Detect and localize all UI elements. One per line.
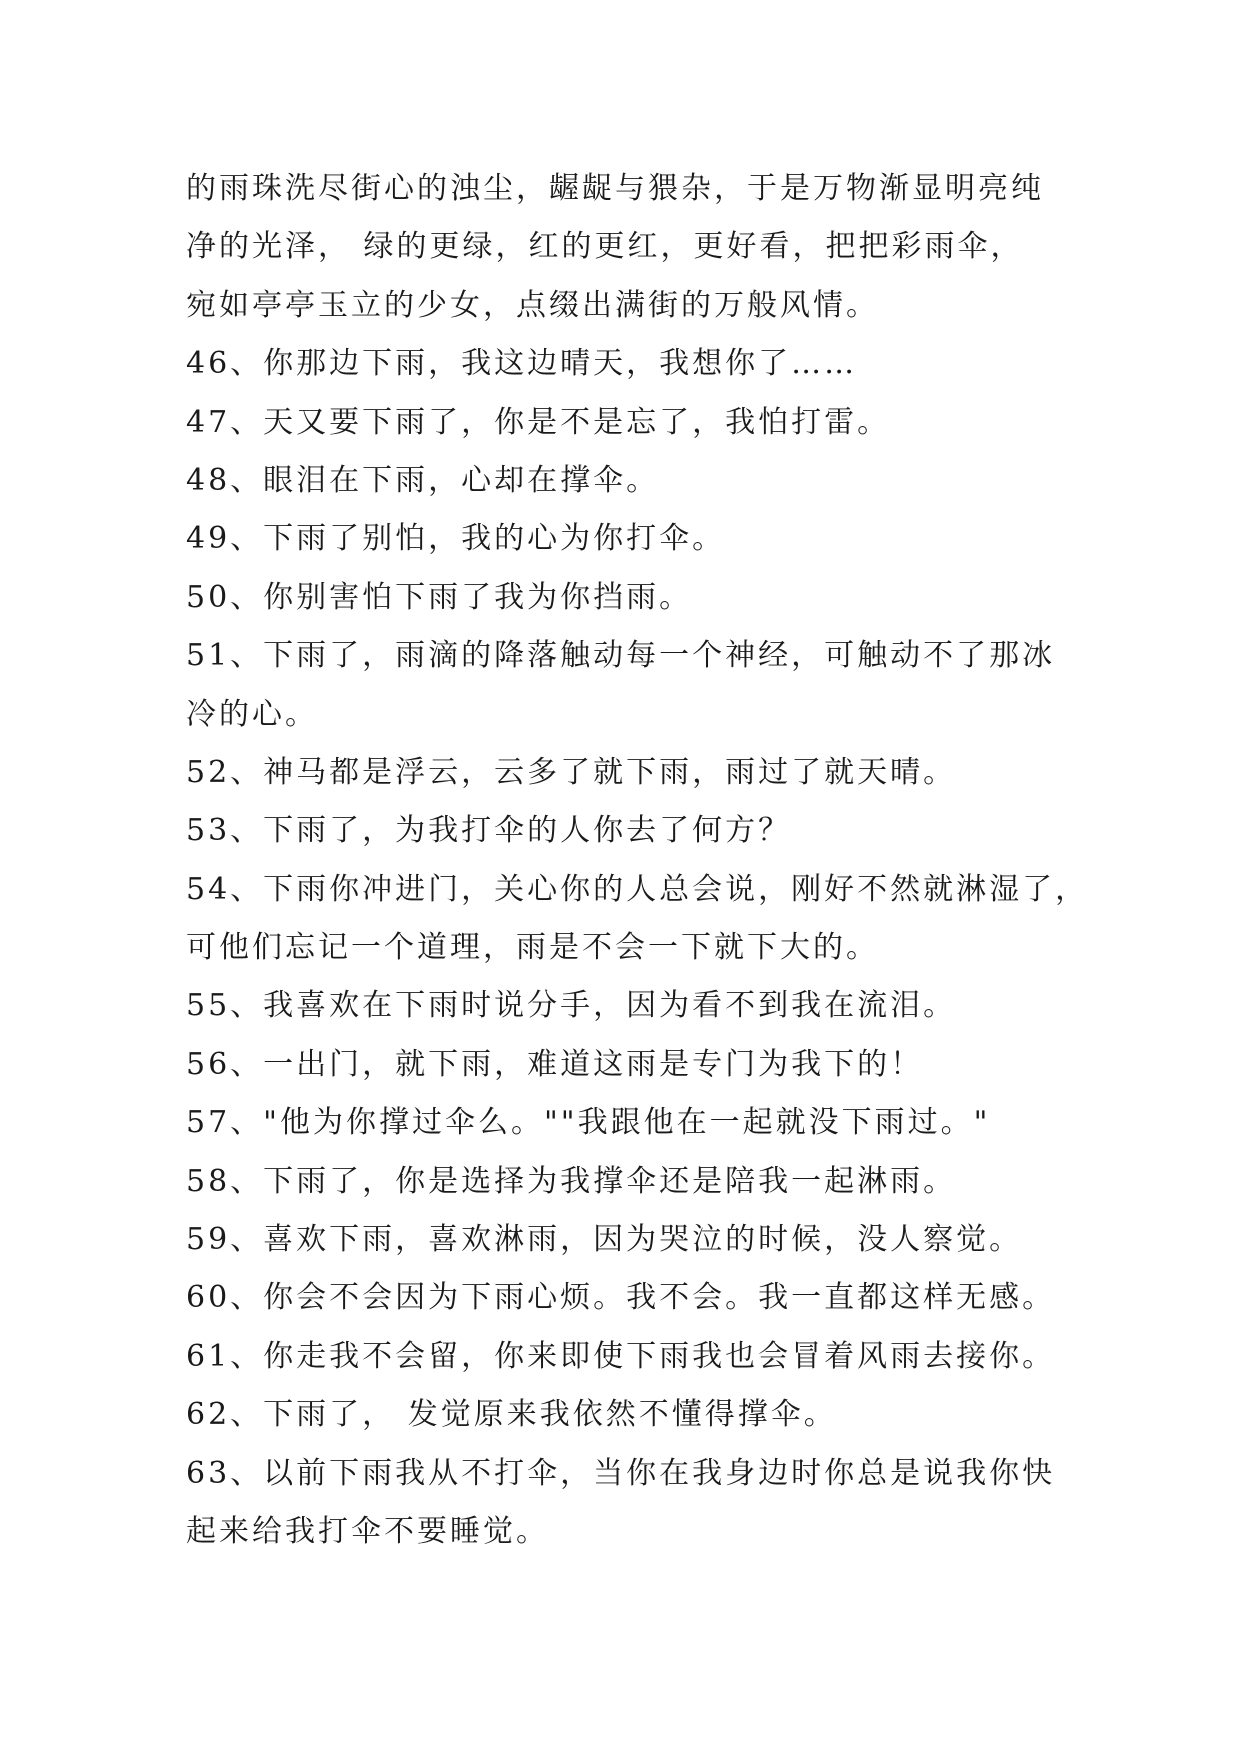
text-line: 46、你那边下雨，我这边晴天，我想你了…… (186, 346, 858, 382)
text-line: 63、以前下雨我从不打伞，当你在我身边时你总是说我你快 (186, 1455, 1056, 1491)
text-line: 可他们忘记一个道理，雨是不会一下就下大的。 (186, 930, 879, 966)
text-line: 56、一出门，就下雨，难道这雨是专门为我下的！ (186, 1046, 924, 1082)
text-line: 的雨珠洗尽街心的浊尘，龌龊与猥杂，于是万物渐显明亮纯 (186, 171, 1044, 206)
text-line: 宛如亭亭玉立的少女，点缀出满街的万般风情。 (186, 287, 879, 323)
text-line: 53、下雨了，为我打伞的人你去了何方？ (186, 813, 792, 849)
text-line: 49、下雨了别怕，我的心为你打伞。 (186, 521, 726, 557)
text-line: 54、下雨你冲进门，关心你的人总会说，刚好不然就淋湿了， (186, 871, 1089, 907)
text-line: 52、神马都是浮云，云多了就下雨，雨过了就天晴。 (186, 754, 957, 790)
text-line: 47、天又要下雨了，你是不是忘了，我怕打雷。 (186, 404, 891, 440)
text-line: 58、下雨了，你是选择为我撑伞还是陪我一起淋雨。 (186, 1163, 957, 1199)
text-line: 50、你别害怕下雨了我为你挡雨。 (186, 579, 693, 615)
text-line: 48、眼泪在下雨，心却在撑伞。 (186, 462, 660, 498)
text-line: 51、下雨了，雨滴的降落触动每一个神经，可触动不了那冰 (186, 638, 1056, 674)
text-line: 冷的心。 (186, 696, 318, 732)
text-line: 62、下雨了， 发觉原来我依然不懂得撑伞。 (186, 1397, 837, 1433)
document-body (186, 160, 1089, 1561)
text-line: 起来给我打伞不要睡觉。 (186, 1513, 549, 1549)
text-line: 净的光泽， 绿的更绿，红的更红，更好看，把把彩雨伞， (186, 229, 1024, 265)
text-line: 55、我喜欢在下雨时说分手，因为看不到我在流泪。 (186, 988, 957, 1024)
text-line: 59、喜欢下雨，喜欢淋雨，因为哭泣的时候，没人察觉。 (186, 1222, 1023, 1258)
text-line: 57、"他为你撑过伞么。""我跟他在一起就没下雨过。" (186, 1105, 991, 1141)
text-line: 61、你走我不会留，你来即使下雨我也会冒着风雨去接你。 (186, 1338, 1056, 1374)
text-line: 60、你会不会因为下雨心烦。我不会。我一直都这样无感。 (186, 1280, 1056, 1316)
